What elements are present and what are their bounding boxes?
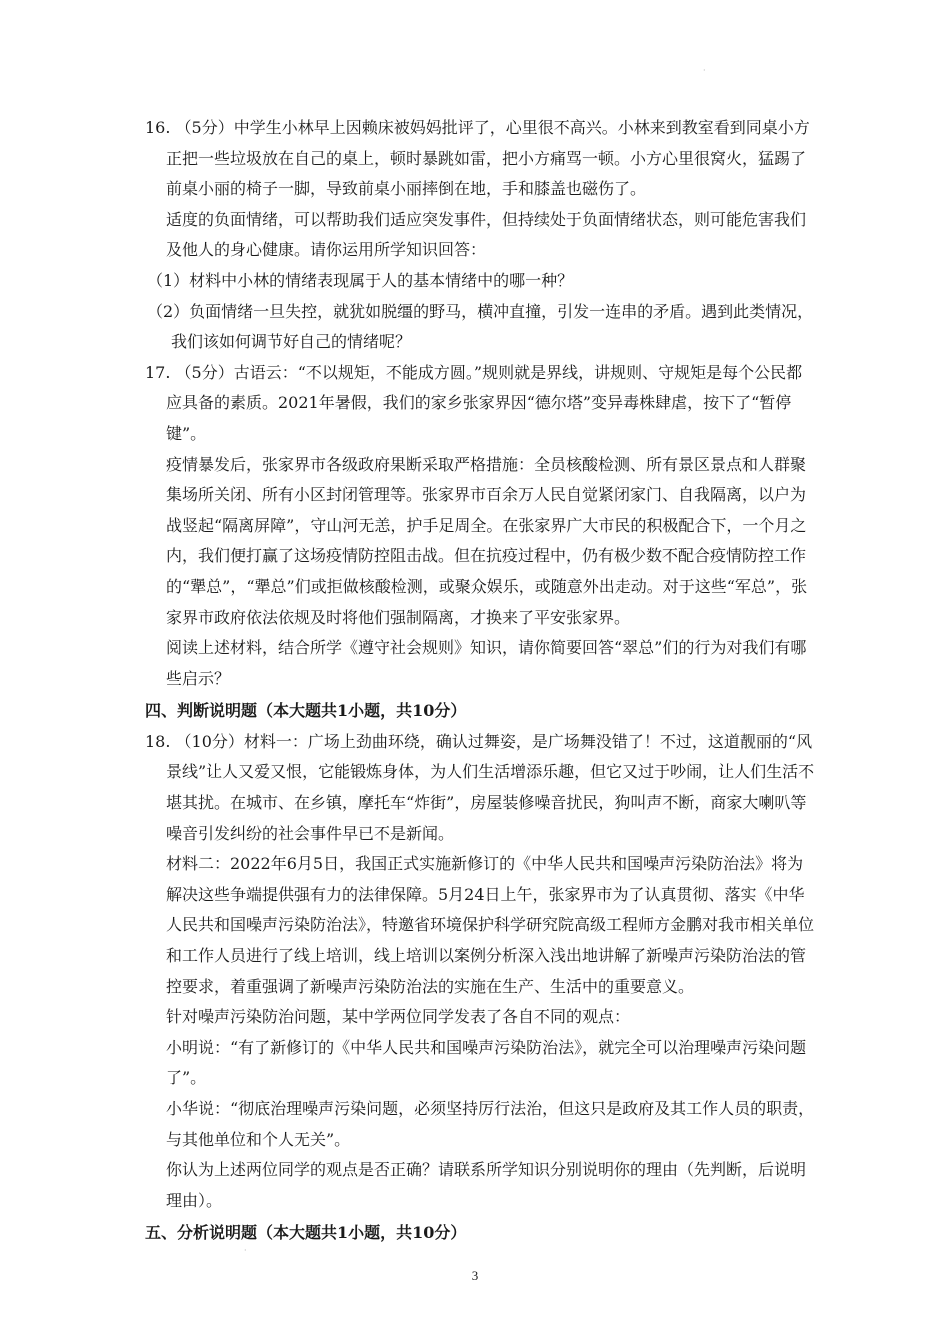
paragraph: 小华说：“彻底治理噪声污染问题，必须坚持厉行法治，但这只是政府及其工作人员的职责，与其他单位和个人无关”。	[166, 1099, 815, 1149]
paragraph: 适度的负面情绪，可以帮助我们适应突发事件，但持续处于负面情绪状态，则可能危害我们及他人的身心健康。请你运用所学知识回答：	[166, 209, 807, 260]
paragraph: 针对噪声污染防治问题，某中学两位同学发表了各自不同的观点：	[166, 1007, 631, 1027]
paragraph: 材料二：2022年6月5日，我国正式实施新修订的《中华人民共和国噪声污染防治法》将为解决这些争端提供强有力的法律保障。5月24日上午，张家界市为了认真贯彻、落实《中华人民共和国噪声污染防治法》，特邀省环境保护科学研究院高级工程师方金鹏对我市相关单位和工作人员进行了线上培训，线上培训以案例分析深入浅出地讲解了新噪声污染防治法的管控要求，着重强调了新噪声污染防治法的实施在生产、生活中的重要意义。	[166, 854, 815, 996]
page-content	[145, 113, 815, 1249]
top-mark: ·	[703, 66, 706, 75]
section-heading: 五、分析说明题（本大题共1小题，共10分）	[145, 1223, 467, 1243]
bottom-mark: ·	[244, 1246, 247, 1255]
paragraph: （1）材料中小林的情绪表现属于人的基本情绪中的哪一种？	[147, 270, 574, 290]
paragraph: 小明说：“有了新修订的《中华人民共和国噪声污染防治法》，就完全可以治理噪声污染问题了”。	[166, 1037, 807, 1088]
section-heading: 四、判断说明题（本大题共1小题，共10分）	[145, 701, 467, 721]
paragraph: 18. （10分）材料一：广场上劲曲环绕，确认过舞姿，是广场舞没错了！不过，这道靓丽的“风景线”让人又爱又恨，它能锻炼身体，为人们生活增添乐趣，但它又过于吵闹，让人们生活不堪其扰。在城市、在乡镇，摩托车“炸街”，房屋装修噪音扰民，狗叫声不断，商家大喇叭等噪音引发纠纷的社会事件早已不是新闻。	[145, 731, 815, 843]
page-number: 3	[471, 1268, 479, 1283]
paragraph: 疫情暴发后，张家界市各级政府果断采取严格措施：全员核酸检测、所有景区景点和人群聚集场所关闭、所有小区封闭管理等。张家界市百余万人民自觉紧闭家门、自我隔离，以户为战竖起“隔离屏障”，守山河无恙，护手足周全。在张家界广大市民的积极配合下，一个月之内，我们便打赢了这场疫情防控阻击战。但在抗疫过程中，仍有极少数不配合疫情防控工作的“犟总”，“犟总”们或拒做核酸检测，或聚众娱乐，或随意外出走动。对于这些“军总”，张家界市政府依法依规及时将他们强制隔离，才换来了平安张家界。	[166, 454, 808, 627]
paragraph: （2）负面情绪一旦失控，就犹如脱缰的野马，横冲直撞，引发一连串的矛盾。遇到此类情况，我们该如何调节好自己的情绪呢？	[147, 301, 814, 352]
paragraph: 你认为上述两位同学的观点是否正确？请联系所学知识分别说明你的理由（先判断，后说明理由）。	[166, 1160, 807, 1210]
paragraph: 17. （5分）古语云：“不以规矩，不能成方圆。”规则就是界线，讲规则、守规矩是每个公民都应具备的素质。2021年暑假，我们的家乡张家界因“德尔塔”变异毒株肆虐，按下了“暂停键”。	[145, 362, 803, 443]
paragraph: 16. （5分）中学生小林早上因赖床被妈妈批评了，心里很不高兴。小林来到教室看到同桌小方正把一些垃圾放在自己的桌上，顿时暴跳如雷，把小方痛骂一顿。小方心里很窝火，猛踢了前桌小丽的椅子一脚，导致前桌小丽摔倒在地，手和膝盖也磁伤了。	[145, 118, 810, 199]
paragraph: 阅读上述材料，结合所学《遵守社会规则》知识，请你简要回答“翠总”们的行为对我们有哪些启示？	[166, 638, 807, 688]
